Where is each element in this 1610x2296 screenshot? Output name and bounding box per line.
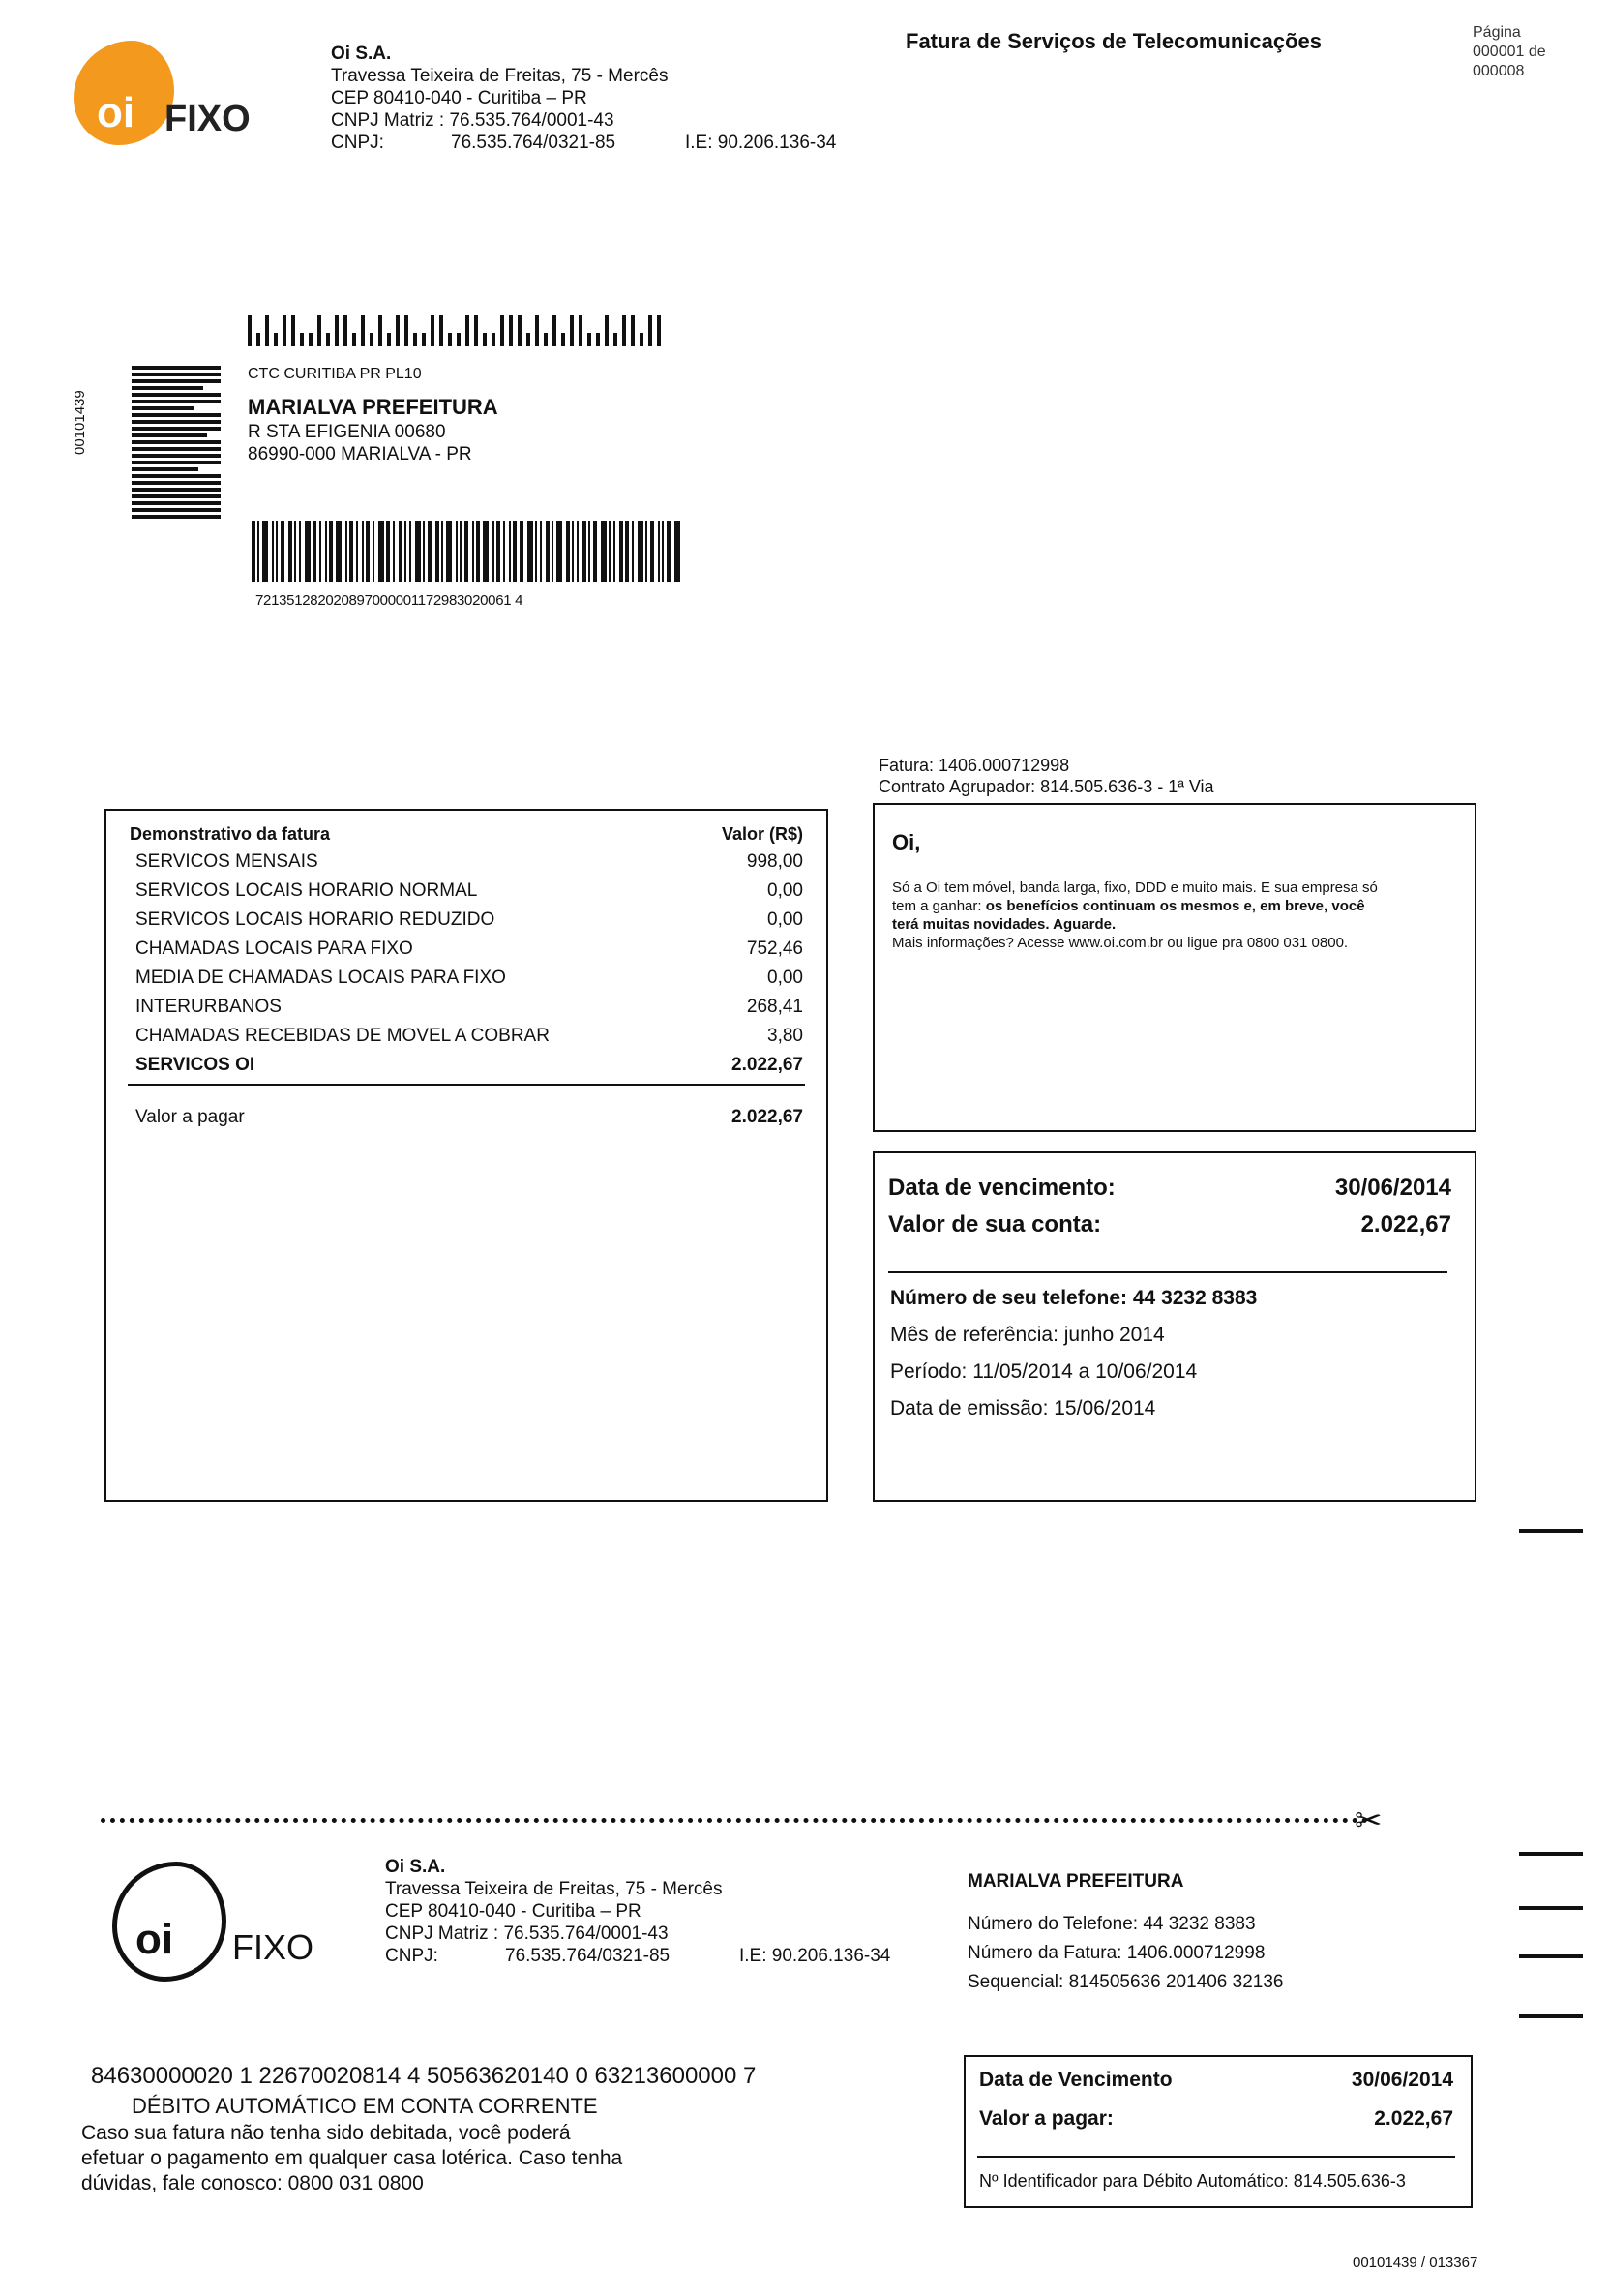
barcode-bar <box>535 521 537 582</box>
row-label: SERVICOS LOCAIS HORARIO REDUZIDO <box>135 909 495 930</box>
barcode-bar <box>262 521 268 582</box>
due-date-label: Data de vencimento: <box>888 1175 1116 1201</box>
side-code: 00101439 <box>72 390 88 455</box>
barcode-bar <box>582 521 586 582</box>
stub-invoice: Número da Fatura: 1406.000712998 <box>968 1943 1266 1963</box>
amount-due-label: Valor a pagar <box>135 1107 245 1127</box>
row-value: 268,41 <box>746 997 803 1017</box>
barcode-bar <box>294 521 296 582</box>
stub-customer-name: MARIALVA PREFEITURA <box>968 1871 1184 1892</box>
barcode-bar <box>464 521 468 582</box>
message-line-part: tem a ganhar: <box>892 898 986 914</box>
barcode-bar <box>423 521 425 582</box>
row-label: SERVICOS LOCAIS HORARIO NORMAL <box>135 880 478 901</box>
page-label: Página <box>1473 24 1521 41</box>
cut-line <box>101 1818 1368 1823</box>
stub-company-header <box>385 1856 927 1967</box>
barcode-bar <box>566 521 570 582</box>
digitable-line: 84630000020 1 22670020814 4 50563620140 0 63213600000 7 <box>91 2063 757 2089</box>
barcode-bar <box>276 521 278 582</box>
margin-mark <box>1519 2014 1583 2018</box>
message-text <box>892 879 1463 952</box>
barcode-bar <box>546 521 550 582</box>
amount-due-row <box>135 1107 803 1136</box>
barcode-bar <box>281 521 284 582</box>
barcode-bar <box>257 521 259 582</box>
value-header: Valor (R$) <box>721 824 803 844</box>
barcode-bar <box>520 521 523 582</box>
phone-number: Número de seu telefone: 44 3232 8383 <box>890 1287 1258 1309</box>
page-current: 000001 de <box>1473 44 1546 60</box>
margin-mark <box>1519 1954 1583 1958</box>
stub-customer-info <box>968 1867 1283 1997</box>
stub-company-ie: I.E: 90.206.136-34 <box>739 1946 891 1966</box>
message-greeting: Oi, <box>892 830 921 854</box>
barcode-bar <box>619 521 623 582</box>
barcode-bar <box>252 521 255 582</box>
barcode-bar <box>503 521 505 582</box>
recipient-name: MARIALVA PREFEITURA <box>248 395 498 419</box>
barcode-bar <box>393 521 395 582</box>
message-line <box>892 897 1463 915</box>
barcode-bar <box>288 521 292 582</box>
row-value: 0,00 <box>767 909 803 930</box>
barcode-bar <box>435 521 439 582</box>
barcode-bar <box>399 521 402 582</box>
demonstrativo-row <box>135 939 803 968</box>
stub-logo-fixo-text: FIXO <box>232 1927 314 1967</box>
barcode-bar <box>319 521 321 582</box>
barcode-bar <box>577 521 579 582</box>
stub-due-value: 30/06/2014 <box>1351 2069 1453 2091</box>
company-cnpj-label: CNPJ: <box>331 133 384 153</box>
barcode-bar <box>366 521 370 582</box>
barcode-bar <box>613 521 615 582</box>
stub-company-address: Travessa Teixeira de Freitas, 75 - Mercês <box>385 1879 723 1899</box>
reference-month: Mês de referência: junho 2014 <box>890 1324 1165 1346</box>
barcode-number: 721351282020897000001172983020061 4 <box>255 592 523 609</box>
stub-company-cnpj-label: CNPJ: <box>385 1946 438 1966</box>
side-barcode <box>132 366 221 519</box>
barcode-bar <box>552 521 553 582</box>
stub-company-cnpj-matriz: CNPJ Matriz : 76.535.764/0001-43 <box>385 1923 669 1944</box>
row-value: 0,00 <box>767 880 803 901</box>
demonstrativo-row <box>135 880 803 909</box>
stub-pay-value: 2.022,67 <box>1374 2107 1453 2130</box>
doc-title: Fatura de Serviços de Telecomunicações <box>906 29 1322 53</box>
demonstrativo-total-row <box>135 1055 803 1084</box>
postnet-barcode <box>248 315 661 346</box>
barcode-bar <box>441 521 443 582</box>
company-cnpj-value: 76.535.764/0321-85 <box>451 133 616 153</box>
due-date-value: 30/06/2014 <box>1334 1175 1451 1201</box>
stub-logo-oi-text: oi <box>135 1916 174 1963</box>
total-label: SERVICOS OI <box>135 1055 255 1075</box>
amount-due-value: 2.022,67 <box>731 1107 803 1127</box>
barcode-bar <box>509 521 511 582</box>
row-value: 0,00 <box>767 968 803 988</box>
barcode-bar <box>625 521 629 582</box>
billing-period: Período: 11/05/2014 a 10/06/2014 <box>890 1360 1198 1383</box>
margin-mark <box>1519 1906 1583 1910</box>
row-value: 998,00 <box>746 851 803 872</box>
company-ie: I.E: 90.206.136-34 <box>685 133 837 153</box>
stub-payment-box <box>964 2055 1473 2208</box>
demonstrativo-divider <box>128 1084 805 1086</box>
demonstrativo-row <box>135 851 803 880</box>
recipient-street: R STA EFIGENIA 00680 <box>248 422 446 442</box>
barcode-bar <box>415 521 421 582</box>
scissors-icon: ✂ <box>1355 1803 1383 1839</box>
invoice-refs <box>879 755 1214 797</box>
stub-company-cnpj-value: 76.535.764/0321-85 <box>505 1946 671 1966</box>
top-logo <box>70 41 253 149</box>
company-cnpj-matriz: CNPJ Matriz : 76.535.764/0001-43 <box>331 110 614 131</box>
demonstrativo-row <box>135 968 803 997</box>
debit-text-line: Caso sua fatura não tenha sido debitada, você poderá <box>81 2122 571 2144</box>
barcode-bar <box>305 521 311 582</box>
barcode-bar <box>527 521 533 582</box>
invoice-number: Fatura: 1406.000712998 <box>879 756 1070 775</box>
barcode-bar <box>674 521 680 582</box>
demonstrativo-row <box>135 1026 803 1055</box>
barcode-bar <box>650 521 654 582</box>
row-label: INTERURBANOS <box>135 997 282 1017</box>
company-address: Travessa Teixeira de Freitas, 75 - Mercês <box>331 66 669 86</box>
debit-title: DÉBITO AUTOMÁTICO EM CONTA CORRENTE <box>132 2094 598 2118</box>
company-cep: CEP 80410-040 - Curitiba – PR <box>331 88 587 108</box>
stub-payment-divider <box>977 2156 1455 2158</box>
recipient-city: 86990-000 MARIALVA - PR <box>248 444 472 464</box>
margin-mark <box>1519 1529 1583 1533</box>
barcode-bar <box>632 521 634 582</box>
debit-text <box>81 2121 622 2196</box>
barcode-bar <box>572 521 574 582</box>
debit-text-line: efetuar o pagamento em qualquer casa lotérica. Caso tenha <box>81 2147 623 2169</box>
barcode-bar <box>667 521 671 582</box>
barcode-bar <box>513 521 517 582</box>
barcode-bar <box>325 521 327 582</box>
address-barcode <box>252 521 683 582</box>
debit-text-line: dúvidas, fale conosco: 0800 031 0800 <box>81 2172 424 2194</box>
barcode-bar <box>404 521 406 582</box>
stub-sequence: Sequencial: 814505636 201406 32136 <box>968 1972 1284 1992</box>
stub-pay-label: Valor a pagar: <box>979 2107 1114 2130</box>
barcode-bar <box>556 521 562 582</box>
message-line: Só a Oi tem móvel, banda larga, fixo, DDD e muito mais. E sua empresa só <box>892 880 1378 896</box>
barcode-bar <box>345 521 347 582</box>
page-counter <box>1473 23 1546 81</box>
bill-amount-label: Valor de sua conta: <box>888 1211 1102 1237</box>
demonstrativo-row <box>135 997 803 1026</box>
recipient-block <box>248 364 731 466</box>
barcode-bar <box>588 521 590 582</box>
barcode-bar <box>336 521 342 582</box>
barcode-bar <box>349 521 353 582</box>
stub-company-name: Oi S.A. <box>385 1857 446 1877</box>
row-label: MEDIA DE CHAMADAS LOCAIS PARA FIXO <box>135 968 506 988</box>
stub-phone: Número do Telefone: 44 3232 8383 <box>968 1914 1256 1934</box>
barcode-bar <box>472 521 474 582</box>
barcode-bar <box>272 521 274 582</box>
barcode-bar <box>609 521 611 582</box>
barcode-bar <box>313 521 316 582</box>
barcode-bar <box>362 521 364 582</box>
message-box <box>873 803 1476 1132</box>
summary-box <box>873 1151 1476 1502</box>
barcode-bar <box>540 521 542 582</box>
barcode-bar <box>329 521 333 582</box>
barcode-bar <box>593 521 597 582</box>
auto-debit-id: Nº Identificador para Débito Automático: 814.505.636-3 <box>979 2171 1406 2191</box>
bill-amount-value: 2.022,67 <box>1360 1211 1451 1237</box>
barcode-bar <box>299 521 301 582</box>
barcode-bar <box>662 521 664 582</box>
stub-due-label: Data de Vencimento <box>979 2069 1173 2091</box>
demonstrativo-box <box>104 809 828 1502</box>
footer-code: 00101439 / 013367 <box>1353 2254 1478 2271</box>
message-line: terá muitas novidades. Aguarde. <box>892 916 1117 933</box>
company-name: Oi S.A. <box>331 44 392 64</box>
logo-oi-text: oi <box>97 89 135 136</box>
message-line: Mais informações? Acesse www.oi.com.br ou ligue pra 0800 031 0800. <box>892 935 1349 951</box>
barcode-bar <box>476 521 480 582</box>
row-label: CHAMADAS RECEBIDAS DE MOVEL A COBRAR <box>135 1026 550 1046</box>
row-label: CHAMADAS LOCAIS PARA FIXO <box>135 939 413 959</box>
contract-number: Contrato Agrupador: 814.505.636-3 - 1ª Via <box>879 777 1214 796</box>
barcode-bar <box>483 521 489 582</box>
message-line-bold: os benefícios continuam os mesmos e, em breve, você <box>985 898 1365 914</box>
row-label: SERVICOS MENSAIS <box>135 851 318 872</box>
row-value: 3,80 <box>767 1026 803 1046</box>
barcode-bar <box>456 521 458 582</box>
company-header <box>331 43 873 154</box>
issue-date: Data de emissão: 15/06/2014 <box>890 1397 1156 1419</box>
barcode-bar <box>356 521 358 582</box>
total-value: 2.022,67 <box>731 1055 803 1075</box>
barcode-bar <box>428 521 432 582</box>
page-total: 000008 <box>1473 63 1525 79</box>
row-value: 752,46 <box>746 939 803 959</box>
recipient-routing: CTC CURITIBA PR PL10 <box>248 366 422 382</box>
demonstrativo-title: Demonstrativo da fatura <box>130 824 331 844</box>
margin-mark <box>1519 1852 1583 1856</box>
barcode-bar <box>638 521 643 582</box>
stub-company-cep: CEP 80410-040 - Curitiba – PR <box>385 1901 641 1922</box>
barcode-bar <box>460 521 462 582</box>
logo-fixo-text: FIXO <box>164 99 251 139</box>
barcode-bar <box>409 521 411 582</box>
barcode-bar <box>492 521 494 582</box>
barcode-bar <box>378 521 384 582</box>
demonstrativo-row <box>135 909 803 939</box>
barcode-bar <box>496 521 500 582</box>
barcode-bar <box>386 521 390 582</box>
barcode-bar <box>373 521 374 582</box>
barcode-bar <box>658 521 660 582</box>
barcode-bar <box>601 521 607 582</box>
barcode-bar <box>645 521 647 582</box>
summary-divider <box>888 1271 1447 1273</box>
stub-logo <box>112 1862 344 1987</box>
barcode-bar <box>446 521 452 582</box>
